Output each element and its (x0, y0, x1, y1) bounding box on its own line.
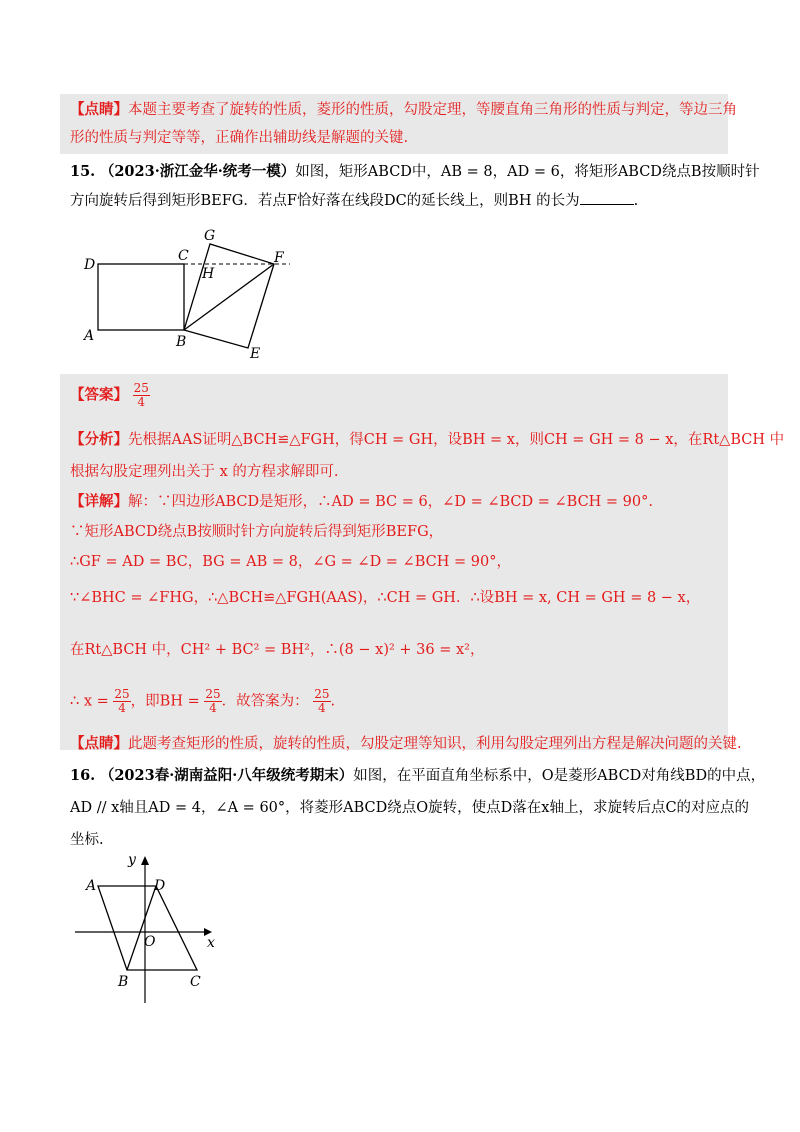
point-tag: 【点睛】 (70, 735, 128, 752)
label-B: B (176, 334, 187, 350)
label-x: x (207, 935, 215, 951)
top-note-line1: 【点睛】本题主要考查了旋转的性质，菱形的性质，勾股定理，等腰直角三角形的性质与判定，等边三角 (70, 101, 737, 118)
q15-source: （2023·浙江金华·统考一模） (99, 163, 296, 180)
answer-tag: 【答案】 (70, 386, 128, 404)
detail-tag: 【详解】 (70, 493, 128, 510)
q15-detail-line3: ∴GF = AD = BC，BG = AB = 8，∠G = ∠D = ∠BCH = 90°， (70, 554, 511, 570)
q16-text1: 如图，在平面直角坐标系中，O是菱形ABCD对角线BD的中点， (353, 768, 766, 784)
bh-fraction: $\frac{25}{4}$ (205, 687, 221, 715)
q15-detail-line1: 【详解】解：∵四边形ABCD是矩形，∴AD = BC = 6，∠D = ∠BCD = ∠BCH = 90°. (70, 493, 653, 510)
label-O: O (144, 934, 156, 950)
rhombus-abcd (98, 886, 197, 970)
q15-line1 (70, 162, 760, 182)
q15-line2: 方向旋转后得到矩形BEFG．若点F恰好落在线段DC的延长线上，则BH 的长为 . (70, 190, 638, 211)
q15-analysis-line2: 根据勾股定理列出关于 x 的方程求解即可. (70, 464, 339, 480)
q16-number: 16. (70, 767, 96, 784)
q16-line1 (70, 766, 765, 786)
label-B16: B (118, 974, 129, 990)
rect-abcd (98, 264, 184, 330)
q16-line2: AD // x轴且AD = 4，∠A = 60°，将菱形ABCD绕点O旋转，使点D落在x轴上，求旋转后点C的对应点的 (70, 800, 750, 816)
q15-number: 15. (70, 163, 96, 180)
rect-befg (184, 244, 274, 348)
label-D: D (84, 257, 96, 273)
q16-source: （2023春·湖南益阳·八年级统考期末） (99, 767, 354, 784)
label-E: E (250, 346, 261, 362)
label-A: A (84, 328, 95, 344)
q15-figure (80, 222, 310, 362)
label-G: G (204, 228, 216, 244)
q15-text1: 如图，矩形ABCD中，AB = 8，AD = 6，将矩形ABCD绕点B按顺时针 (295, 164, 760, 180)
label-H: H (202, 266, 215, 282)
answer-blank (580, 190, 634, 205)
label-D16: D (154, 878, 166, 894)
y-axis-arrow (141, 856, 149, 865)
q15-analysis-line1: 【分析】先根据AAS证明△BCH≌△FGH，得CH = GH，设BH = x，则CH = GH = 8 − x，在Rt△BCH 中 (70, 431, 785, 448)
label-A16: A (86, 878, 97, 894)
q15-detail-line4: ∵∠BHC = ∠FHG，∴△BCH≌△FGH(AAS)，∴CH = GH．∴设BH = x, CH = GH = 8 − x， (70, 590, 701, 606)
q16-line3: 坐标. (70, 832, 104, 848)
label-C16: C (190, 974, 201, 990)
q15-point-line: 【点睛】此题考查矩形的性质，旋转的性质，勾股定理等知识，利用勾股定理列出方程是解决问题的关键. (70, 735, 742, 752)
q15-detail-line5: 在Rt△BCH 中，CH² + BC² = BH²，∴(8 − x)² + 36 = x²， (70, 642, 485, 658)
analysis-tag: 【分析】 (70, 431, 128, 448)
top-note-line2: 形的性质与判定等等，正确作出辅助线是解题的关键. (70, 130, 409, 146)
label-C: C (178, 248, 189, 264)
q15-answer (70, 382, 150, 409)
segment-bf (184, 264, 274, 330)
label-y: y (128, 852, 136, 868)
x-fraction: $\frac{25}{4}$ (114, 687, 130, 715)
diagonal-bd (127, 886, 156, 970)
q15-detail-line6: ∴ x = $\frac{25}{4}$ ，即BH = $\frac{25}{4}$ ．故答案为： $\frac{25}{4}$ . (70, 687, 336, 715)
q15-detail-line2: ∵矩形ABCD绕点B按顺时针方向旋转后得到矩形BEFG， (70, 524, 444, 540)
q15-text2: 方向旋转后得到矩形BEFG．若点F恰好落在线段DC的延长线上，则BH 的长为 (70, 193, 580, 209)
answer-fraction: $\frac{25}{4}$ (133, 381, 149, 409)
top-note-tag: 【点睛】 (70, 101, 128, 118)
q16-figure (70, 848, 230, 1008)
final-fraction: $\frac{25}{4}$ (314, 687, 330, 715)
label-F: F (274, 250, 284, 266)
